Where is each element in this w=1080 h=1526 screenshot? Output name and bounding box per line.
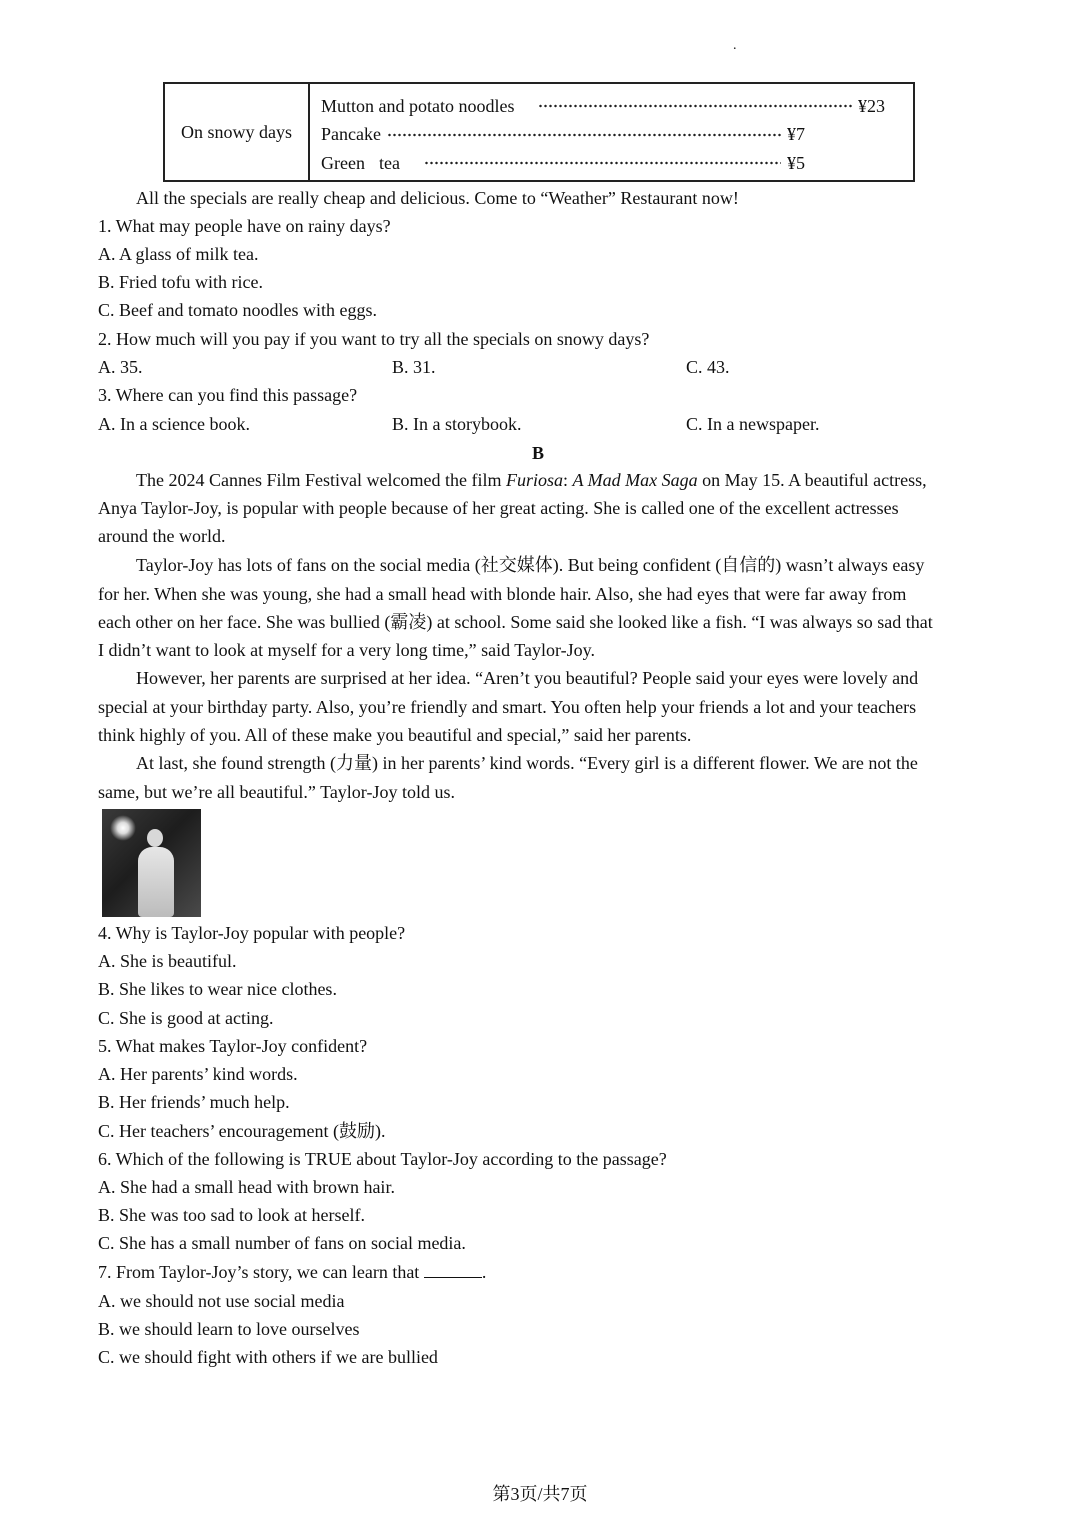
menu-items-cell: [310, 84, 913, 180]
menu-category: On snowy days: [181, 121, 292, 142]
option-c: C. She is good at acting.: [98, 1008, 274, 1028]
option-c: C. She has a small number of fans on social media.: [98, 1233, 466, 1253]
passage-line: same, but we’re all beautiful.” Taylor-Joy told us.: [98, 782, 455, 802]
question-stem: 6. Which of the following is TRUE about Taylor-Joy according to the passage?: [98, 1149, 667, 1169]
question-stem: 4. Why is Taylor-Joy popular with people?: [98, 923, 406, 943]
page-mark: .: [733, 38, 737, 53]
option-b: B. She was too sad to look at herself.: [98, 1205, 365, 1225]
passage-line: Taylor-Joy has lots of fans on the social media (社交媒体). But being confident (自信的) wasn’t always easy: [136, 555, 925, 575]
menu-item-name: Pancake: [321, 124, 381, 145]
option-a: A. Her parents’ kind words.: [98, 1064, 298, 1084]
question-stem: 1. What may people have on rainy days?: [98, 216, 391, 236]
passage-line: special at your birthday party. Also, you’re friendly and smart. You often help your friends a lot and your teachers: [98, 697, 917, 717]
option-a: A. She had a small head with brown hair.: [98, 1177, 395, 1197]
menu-item: [321, 121, 885, 150]
option-a: A. In a science book.: [98, 414, 250, 434]
menu-item-price: ¥5: [787, 152, 805, 173]
passage-line: each other on her face. She was bullied (霸凌) at school. Some said she looked like a fish. “I was always so sad that: [98, 612, 933, 632]
closing-line: All the specials are really cheap and delicious. Come to “Weather” Restaurant now!: [136, 188, 739, 208]
option-b: B. She likes to wear nice clothes.: [98, 979, 337, 999]
option-a: A. 35.: [98, 357, 143, 377]
dot-leader: [387, 131, 781, 139]
option-a: A. She is beautiful.: [98, 951, 237, 971]
menu-item-price: ¥23: [858, 95, 885, 116]
question-stem: 5. What makes Taylor-Joy confident?: [98, 1036, 368, 1056]
menu-item-name: tea: [378, 152, 400, 173]
option-c: C. Her teachers’ encouragement (鼓励).: [98, 1121, 386, 1141]
question-stem: 2. How much will you pay if you want to try all the specials on snowy days?: [98, 329, 650, 349]
section-heading: B: [532, 443, 545, 463]
passage-line: think highly of you. All of these make you beautiful and special,” said her parents.: [98, 725, 692, 745]
menu-item: [321, 149, 885, 178]
menu-item-price: ¥7: [787, 124, 805, 145]
option-b: B. Fried tofu with rice.: [98, 272, 263, 292]
film-title: Furiosa: [505, 470, 563, 490]
menu-table: [163, 82, 915, 182]
option-b: B. we should learn to love ourselves: [98, 1319, 360, 1339]
passage-line: However, her parents are surprised at her idea. “Aren’t you beautiful? People said your eyes were lovely and: [136, 668, 919, 688]
option-b: B. In a storybook.: [392, 414, 522, 434]
option-a: A. A glass of milk tea.: [98, 244, 259, 264]
passage-line: I didn’t want to look at myself for a very long time,” said Taylor-Joy.: [98, 640, 595, 660]
question-stem: 7. From Taylor-Joy’s story, we can learn that .: [98, 1258, 486, 1286]
option-b: B. Her friends’ much help.: [98, 1092, 290, 1112]
option-c: C. In a newspaper.: [686, 414, 820, 434]
passage-line: Anya Taylor-Joy, is popular with people because of her great acting. She is called one of the excellent actresses: [98, 498, 899, 518]
menu-item-name: Mutton and potato noodles: [321, 95, 515, 116]
actress-photo: [102, 809, 201, 917]
page-footer: 第3页/共7页: [492, 1484, 588, 1504]
option-b: B. 31.: [392, 357, 436, 377]
passage-line: The 2024 Cannes Film Festival welcomed the film Furiosa: A Mad Max Saga on May 15. A beautiful actress,: [136, 470, 927, 490]
option-c: C. 43.: [686, 357, 730, 377]
dot-leader: [538, 102, 852, 110]
question-stem: 3. Where can you find this passage?: [98, 385, 358, 405]
passage-line: At last, she found strength (力量) in her parents’ kind words. “Every girl is a different flower. We are not the: [136, 753, 918, 773]
option-c: C. Beef and tomato noodles with eggs.: [98, 300, 377, 320]
answer-blank: [424, 1259, 482, 1278]
option-a: A. we should not use social media: [98, 1291, 345, 1311]
menu-item-name: Green: [321, 152, 365, 173]
passage-line: for her. When she was young, she had a small head with blonde hair. Also, she had eyes that were far away from: [98, 584, 907, 604]
dot-leader: [424, 159, 781, 167]
menu-category-cell: [165, 84, 310, 180]
menu-item: [321, 92, 885, 121]
passage-line: around the world.: [98, 526, 226, 546]
option-c: C. we should fight with others if we are bullied: [98, 1347, 438, 1367]
film-subtitle: A Mad Max Saga: [572, 470, 698, 490]
